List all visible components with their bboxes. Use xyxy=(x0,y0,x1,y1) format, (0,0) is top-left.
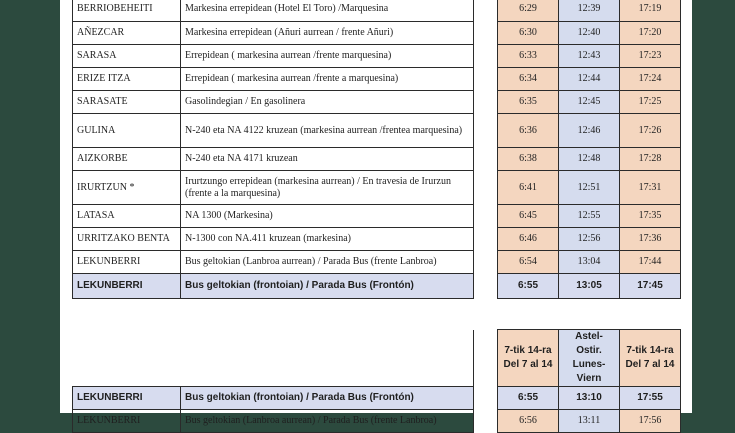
table-row xyxy=(73,45,681,68)
time-col1: 6:54 xyxy=(498,251,559,274)
stop-location: Bus geltokian (Lanbroa aurrean) / Parada Bus (frente Lanbroa) xyxy=(181,410,474,433)
stop-name: URRITZAKO BENTA xyxy=(73,228,181,251)
time-col2: 13:11 xyxy=(559,410,620,433)
gap-cell xyxy=(474,228,498,251)
stop-location: N-1300 con NA.411 kruzean (markesina) xyxy=(181,228,474,251)
time-col2: 12:45 xyxy=(559,91,620,114)
stop-location: NA 1300 (Markesina) xyxy=(181,205,474,228)
table-row xyxy=(73,68,681,91)
stop-location: Markesina errepidean (Hotel El Toro) /Marquesina xyxy=(181,0,474,22)
stop-name: GULINA xyxy=(73,114,181,148)
gap-cell xyxy=(474,148,498,171)
time-col2: 13:05 xyxy=(559,274,620,299)
stop-location: Bus geltokian (frontoian) / Parada Bus (Frontón) xyxy=(181,274,474,299)
time-col1: 6:38 xyxy=(498,148,559,171)
time-col2: 12:55 xyxy=(559,205,620,228)
table-row xyxy=(73,148,681,171)
schedule-table xyxy=(72,0,681,299)
header-col1: 7-tik 14-ra Del 7 al 14 xyxy=(498,330,559,387)
table-row xyxy=(73,251,681,274)
table-row xyxy=(73,205,681,228)
time-col1: 6:33 xyxy=(498,45,559,68)
time-col2: 13:04 xyxy=(559,251,620,274)
gap-cell xyxy=(474,114,498,148)
gap-cell xyxy=(474,410,498,433)
table-row xyxy=(73,410,681,433)
time-col3: 17:26 xyxy=(620,114,681,148)
time-col3: 17:45 xyxy=(620,274,681,299)
stop-name: LEKUNBERRI xyxy=(73,387,181,410)
time-col3: 17:19 xyxy=(620,0,681,22)
gap-cell xyxy=(474,205,498,228)
header-col3: 7-tik 14-ra Del 7 al 14 xyxy=(620,330,681,387)
time-col3: 17:31 xyxy=(620,171,681,205)
time-col3: 17:25 xyxy=(620,91,681,114)
table-row xyxy=(73,274,681,299)
time-col1: 6:55 xyxy=(498,274,559,299)
time-col1: 6:41 xyxy=(498,171,559,205)
time-col2: 12:46 xyxy=(559,114,620,148)
time-col3: 17:56 xyxy=(620,410,681,433)
time-col2: 12:44 xyxy=(559,68,620,91)
gap-cell xyxy=(474,45,498,68)
schedule-table-2 xyxy=(72,329,681,433)
time-col1: 6:56 xyxy=(498,410,559,433)
stop-name: SARASA xyxy=(73,45,181,68)
table-row xyxy=(73,171,681,205)
table-row xyxy=(73,114,681,148)
stop-name: AIZKORBE xyxy=(73,148,181,171)
time-col3: 17:23 xyxy=(620,45,681,68)
time-col2: 12:39 xyxy=(559,0,620,22)
time-col2: 12:40 xyxy=(559,22,620,45)
time-col1: 6:55 xyxy=(498,387,559,410)
table-row xyxy=(73,0,681,22)
time-col2: 12:48 xyxy=(559,148,620,171)
stop-location: Errepidean ( markesina aurrean /frente a marquesina) xyxy=(181,68,474,91)
stop-name: ERIZE ITZA xyxy=(73,68,181,91)
table-row xyxy=(73,228,681,251)
gap-cell xyxy=(474,0,498,22)
time-col2: 12:51 xyxy=(559,171,620,205)
stop-name: LATASA xyxy=(73,205,181,228)
time-col3: 17:55 xyxy=(620,387,681,410)
stop-name: BERRIOBEHEITI xyxy=(73,0,181,22)
gap-cell xyxy=(474,387,498,410)
time-col3: 17:28 xyxy=(620,148,681,171)
time-col2: 12:56 xyxy=(559,228,620,251)
time-col1: 6:45 xyxy=(498,205,559,228)
time-col3: 17:36 xyxy=(620,228,681,251)
stop-name: IRURTZUN * xyxy=(73,171,181,205)
stop-name: LEKUNBERRI xyxy=(73,410,181,433)
time-col3: 17:24 xyxy=(620,68,681,91)
stop-location: N-240 eta NA 4122 kruzean (markesina aurrean /frentea marquesina) xyxy=(181,114,474,148)
gap-cell xyxy=(474,274,498,299)
time-col1: 6:36 xyxy=(498,114,559,148)
stop-name: AÑEZCAR xyxy=(73,22,181,45)
time-col3: 17:35 xyxy=(620,205,681,228)
gap-cell xyxy=(474,251,498,274)
stop-location: Bus geltokian (Lanbroa aurrean) / Parada Bus (frente Lanbroa) xyxy=(181,251,474,274)
gap-cell xyxy=(474,171,498,205)
time-col2: 12:43 xyxy=(559,45,620,68)
time-col2: 13:10 xyxy=(559,387,620,410)
stop-location: Irurtzungo errepidean (markesina aurrean) / En travesia de Irurzun (frente a la marquesina) xyxy=(181,171,474,205)
stop-name: LEKUNBERRI xyxy=(73,274,181,299)
stop-name: SARASATE xyxy=(73,91,181,114)
time-col1: 6:34 xyxy=(498,68,559,91)
timetable-page xyxy=(60,0,692,426)
table-row xyxy=(73,91,681,114)
stop-name: LEKUNBERRI xyxy=(73,251,181,274)
stop-location: Bus geltokian (frontoian) / Parada Bus (Frontón) xyxy=(181,387,474,410)
time-col1: 6:30 xyxy=(498,22,559,45)
time-col1: 6:29 xyxy=(498,0,559,22)
time-col1: 6:46 xyxy=(498,228,559,251)
stop-location: Gasolindegian / En gasolinera xyxy=(181,91,474,114)
time-col3: 17:44 xyxy=(620,251,681,274)
time-col3: 17:20 xyxy=(620,22,681,45)
time-col1: 6:35 xyxy=(498,91,559,114)
gap-cell xyxy=(474,91,498,114)
stop-location: Errepidean ( markesina aurrean /frente marquesina) xyxy=(181,45,474,68)
table-row xyxy=(73,22,681,45)
stop-location: Markesina errepidean (Añuri aurrean / frente Añuri) xyxy=(181,22,474,45)
gap-cell xyxy=(474,68,498,91)
table-row xyxy=(73,387,681,410)
header-col2: Astel-Ostir. Lunes-Viern xyxy=(559,330,620,387)
gap-cell xyxy=(474,22,498,45)
stop-location: N-240 eta NA 4171 kruzean xyxy=(181,148,474,171)
